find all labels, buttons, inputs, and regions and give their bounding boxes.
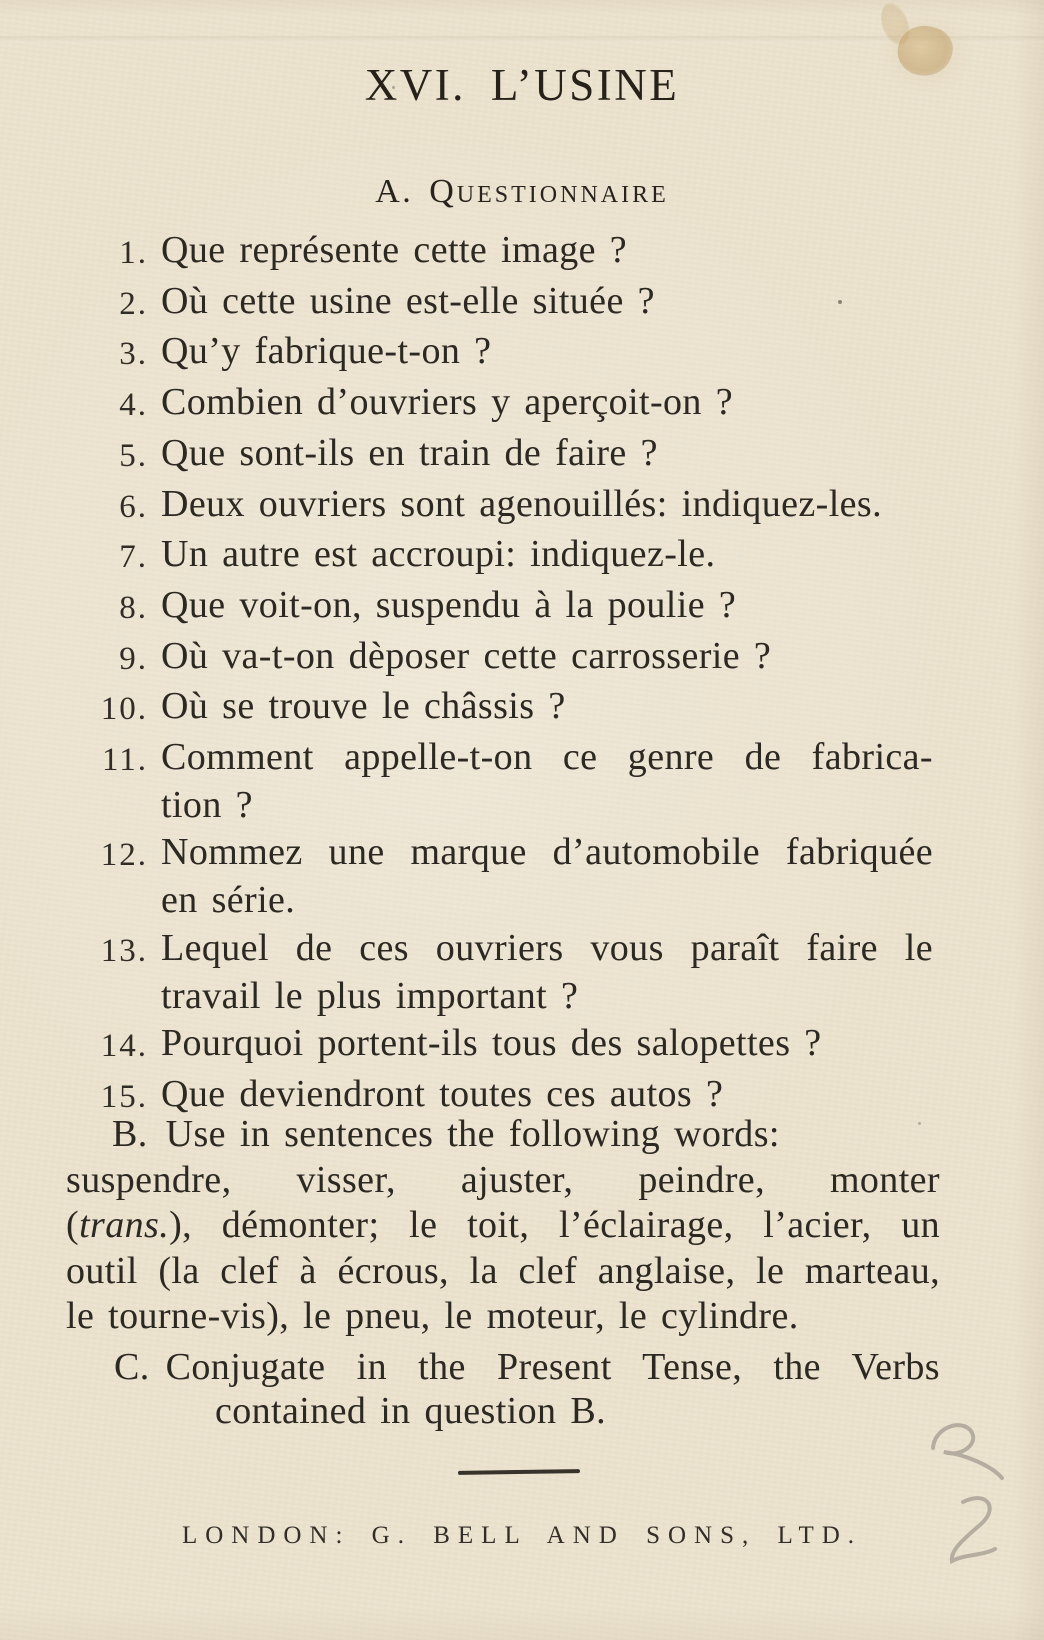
question-line: tion ? xyxy=(161,783,253,826)
section-c-line: C. Conjugate in the Present Tense, the Verbs xyxy=(114,1346,940,1388)
question-line: Lequel de ces ouvriers vous paraît faire le xyxy=(161,926,933,969)
question-item xyxy=(96,227,951,278)
question-line: Que voit-on, suspendu à la poulie ? xyxy=(161,583,737,626)
question-number: 7. xyxy=(119,539,148,576)
italic-word: trans. xyxy=(79,1204,170,1247)
question-number: 3. xyxy=(119,336,148,373)
section-b xyxy=(66,1112,940,1340)
question-number: 6. xyxy=(119,488,148,525)
section-a-title: Questionnaire xyxy=(429,173,669,210)
question-line: Un autre est accroupi: indiquez-le. xyxy=(161,533,716,576)
question-item xyxy=(96,278,951,329)
section-c-line: contained in question B. xyxy=(215,1390,606,1432)
paper-crease xyxy=(0,36,1044,43)
question-number: 8. xyxy=(119,589,148,626)
question-number: 5. xyxy=(119,437,148,474)
divider-rule xyxy=(458,1469,580,1474)
section-c xyxy=(66,1345,940,1433)
pencil-scribble xyxy=(905,1408,1025,1568)
question-number: 14. xyxy=(100,1028,148,1065)
question-item xyxy=(96,531,951,582)
question-line: travail le plus important ? xyxy=(161,974,579,1017)
question-number: 15. xyxy=(100,1078,148,1115)
questionnaire-list xyxy=(96,227,951,1122)
word-run: suspendre, visser, ajuster, peindre, monter xyxy=(66,1158,940,1201)
section-b-intro-text: Use in sentences the following words: xyxy=(165,1113,780,1155)
section-b-intro xyxy=(66,1112,940,1158)
question-line: Comment appelle-t-on ce genre de fabrica- xyxy=(161,736,933,779)
question-text xyxy=(161,430,951,478)
question-item xyxy=(96,683,951,734)
word-run: le tourne-vis), le pneu, le moteur, le cylindre. xyxy=(66,1295,799,1338)
question-text xyxy=(161,278,951,326)
section-a-heading xyxy=(0,172,1044,212)
question-item xyxy=(96,430,951,481)
question-text xyxy=(161,829,951,924)
question-line: Pourquoi portent-ils tous des salopettes ? xyxy=(161,1022,822,1065)
question-line: Où va-t-on dèposer cette carrosserie ? xyxy=(161,634,772,677)
question-item xyxy=(96,829,951,924)
section-b-line xyxy=(66,1203,940,1249)
question-text xyxy=(161,683,951,731)
question-text xyxy=(161,633,951,681)
question-item xyxy=(96,1020,951,1071)
page-title: XVI. L’USINE xyxy=(364,60,680,110)
question-item xyxy=(96,734,951,829)
question-text xyxy=(161,925,951,1020)
question-text xyxy=(161,481,951,529)
question-item xyxy=(96,925,951,1020)
question-text xyxy=(161,227,951,275)
question-number: 10. xyxy=(100,691,148,728)
question-number: 4. xyxy=(119,387,148,424)
publisher-imprint: LONDON: G. BELL AND SONS, LTD. xyxy=(181,1522,863,1549)
question-item xyxy=(96,379,951,430)
question-line: Nommez une marque d’automobile fabriquée xyxy=(161,831,933,874)
word-run: ( xyxy=(66,1204,80,1247)
question-text xyxy=(161,1020,951,1068)
question-text xyxy=(161,734,951,829)
question-item xyxy=(96,328,951,379)
question-number: 1. xyxy=(119,235,148,271)
question-number: 13. xyxy=(100,932,148,969)
question-item xyxy=(96,481,951,532)
question-line: Que sont-ils en train de faire ? xyxy=(161,431,658,474)
question-line: Qu’y fabrique-t-on ? xyxy=(161,330,492,373)
question-line: Où cette usine est-elle située ? xyxy=(161,279,655,322)
word-run: outil (la clef à écrous, la clef anglaise, le marteau, xyxy=(66,1249,940,1292)
section-c-label: C. xyxy=(114,1346,150,1388)
section-b-label: B. xyxy=(112,1113,148,1155)
question-item xyxy=(96,633,951,684)
question-number: 2. xyxy=(119,285,148,322)
section-b-line xyxy=(66,1158,940,1204)
section-b-line xyxy=(66,1249,940,1295)
question-number: 11. xyxy=(101,742,148,779)
question-item xyxy=(96,582,951,633)
question-text xyxy=(161,379,951,427)
question-line: Deux ouvriers sont agenouillés: indiquez-les. xyxy=(161,482,883,525)
question-line: Combien d’ouvriers y aperçoit-on ? xyxy=(161,381,733,424)
question-text xyxy=(161,531,951,579)
section-a-label: A. xyxy=(375,173,414,210)
question-number: 12. xyxy=(100,837,148,874)
question-line: en série. xyxy=(161,879,296,922)
question-text xyxy=(161,328,951,376)
question-line: Que deviendront toutes ces autos ? xyxy=(161,1072,724,1115)
question-line: Où se trouve le châssis ? xyxy=(161,685,566,728)
question-number: 9. xyxy=(119,640,148,677)
question-text xyxy=(161,582,951,630)
section-b-body xyxy=(66,1158,940,1340)
word-run: ), démonter; le toit, l’éclairage, l’acier, un xyxy=(169,1204,940,1247)
section-b-line xyxy=(66,1294,940,1340)
question-line: Que représente cette image ? xyxy=(161,229,628,271)
